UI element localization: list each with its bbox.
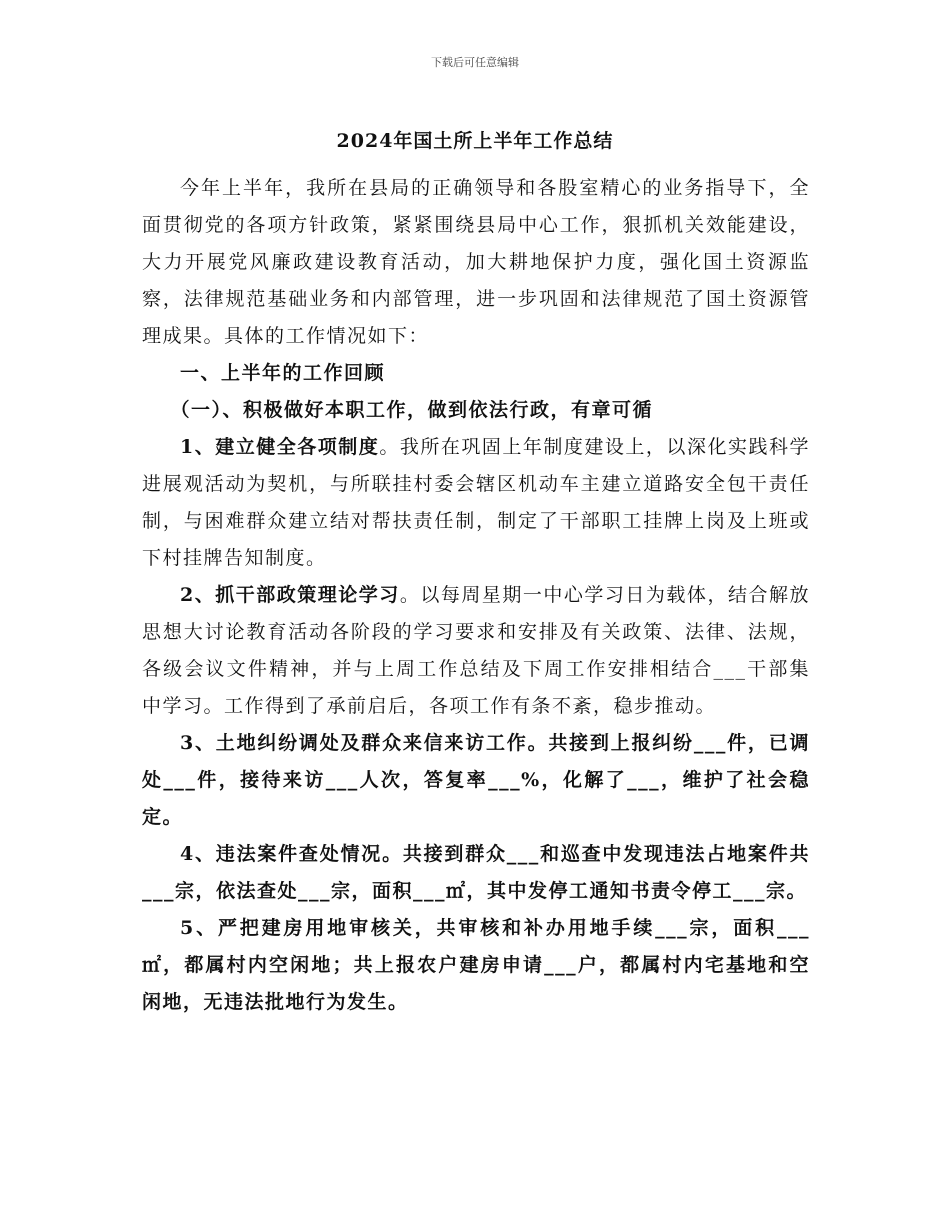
document-title: 2024年国土所上半年工作总结 bbox=[336, 130, 614, 152]
item-4-paragraph: 4、违法案件查处情况。共接到群众___和巡查中发现违法占地案件共___宗，依法查处___宗，面积___㎡，其中发停工通知书责令停工___宗。 bbox=[142, 843, 810, 902]
item-1-lead: 1、建立健全各项制度 bbox=[180, 436, 380, 458]
item-1-paragraph bbox=[142, 429, 810, 577]
intro-paragraph: 今年上半年，我所在县局的正确领导和各股室精心的业务指导下，全面贯彻党的各项方针政策，紧紧围绕县局中心工作，狠抓机关效能建设，大力开展党风廉政建设教育活动，加大耕地保护力度，强化国土资源监察，法律规范基础业务和内部管理，进一步巩固和法律规范了国土资源管理成果。具体的工作情况如下： bbox=[142, 177, 810, 347]
item-5-paragraph: 5、严把建房用地审核关，共审核和补办用地手续___宗，面积___㎡，都属村内空闲地；共上报农户建房申请___户，都属村内宅基地和空闲地，无违法批地行为发生。 bbox=[142, 917, 810, 1013]
document-body bbox=[142, 170, 810, 1021]
subsection-heading-1: （一）、积极做好本职工作，做到依法行政，有章可循 bbox=[170, 399, 654, 421]
item-2-text: 。以每周星期一中心学习日为载体，结合解放思想大讨论教育活动各阶段的学习要求和安排及有关政策、法律、法规，各级会议文件精神，并与上周工作总结及下周工作安排相结合___干部集中学习。工作得到了承前启后，各项工作有条不紊，稳步推动。 bbox=[142, 584, 810, 717]
section-heading-1: 一、上半年的工作回顾 bbox=[180, 362, 386, 384]
item-3-paragraph: 3、土地纠纷调处及群众来信来访工作。共接到上报纠纷___件，已调处___件，接待来访___人次，答复率___%，化解了___，维护了社会稳定。 bbox=[142, 732, 810, 828]
item-2-lead: 2、抓干部政策理论学习 bbox=[180, 584, 400, 606]
header-note: 下载后可任意编辑 bbox=[431, 56, 519, 69]
item-1-text: 。我所在巩固上年制度建设上，以深化实践科学进展观活动为契机，与所联挂村委会辖区机动车主建立道路安全包干责任制，与困难群众建立结对帮扶责任制，制定了干部职工挂牌上岗及上班或下村挂牌告知制度。 bbox=[142, 436, 810, 569]
item-2-paragraph bbox=[142, 577, 810, 725]
